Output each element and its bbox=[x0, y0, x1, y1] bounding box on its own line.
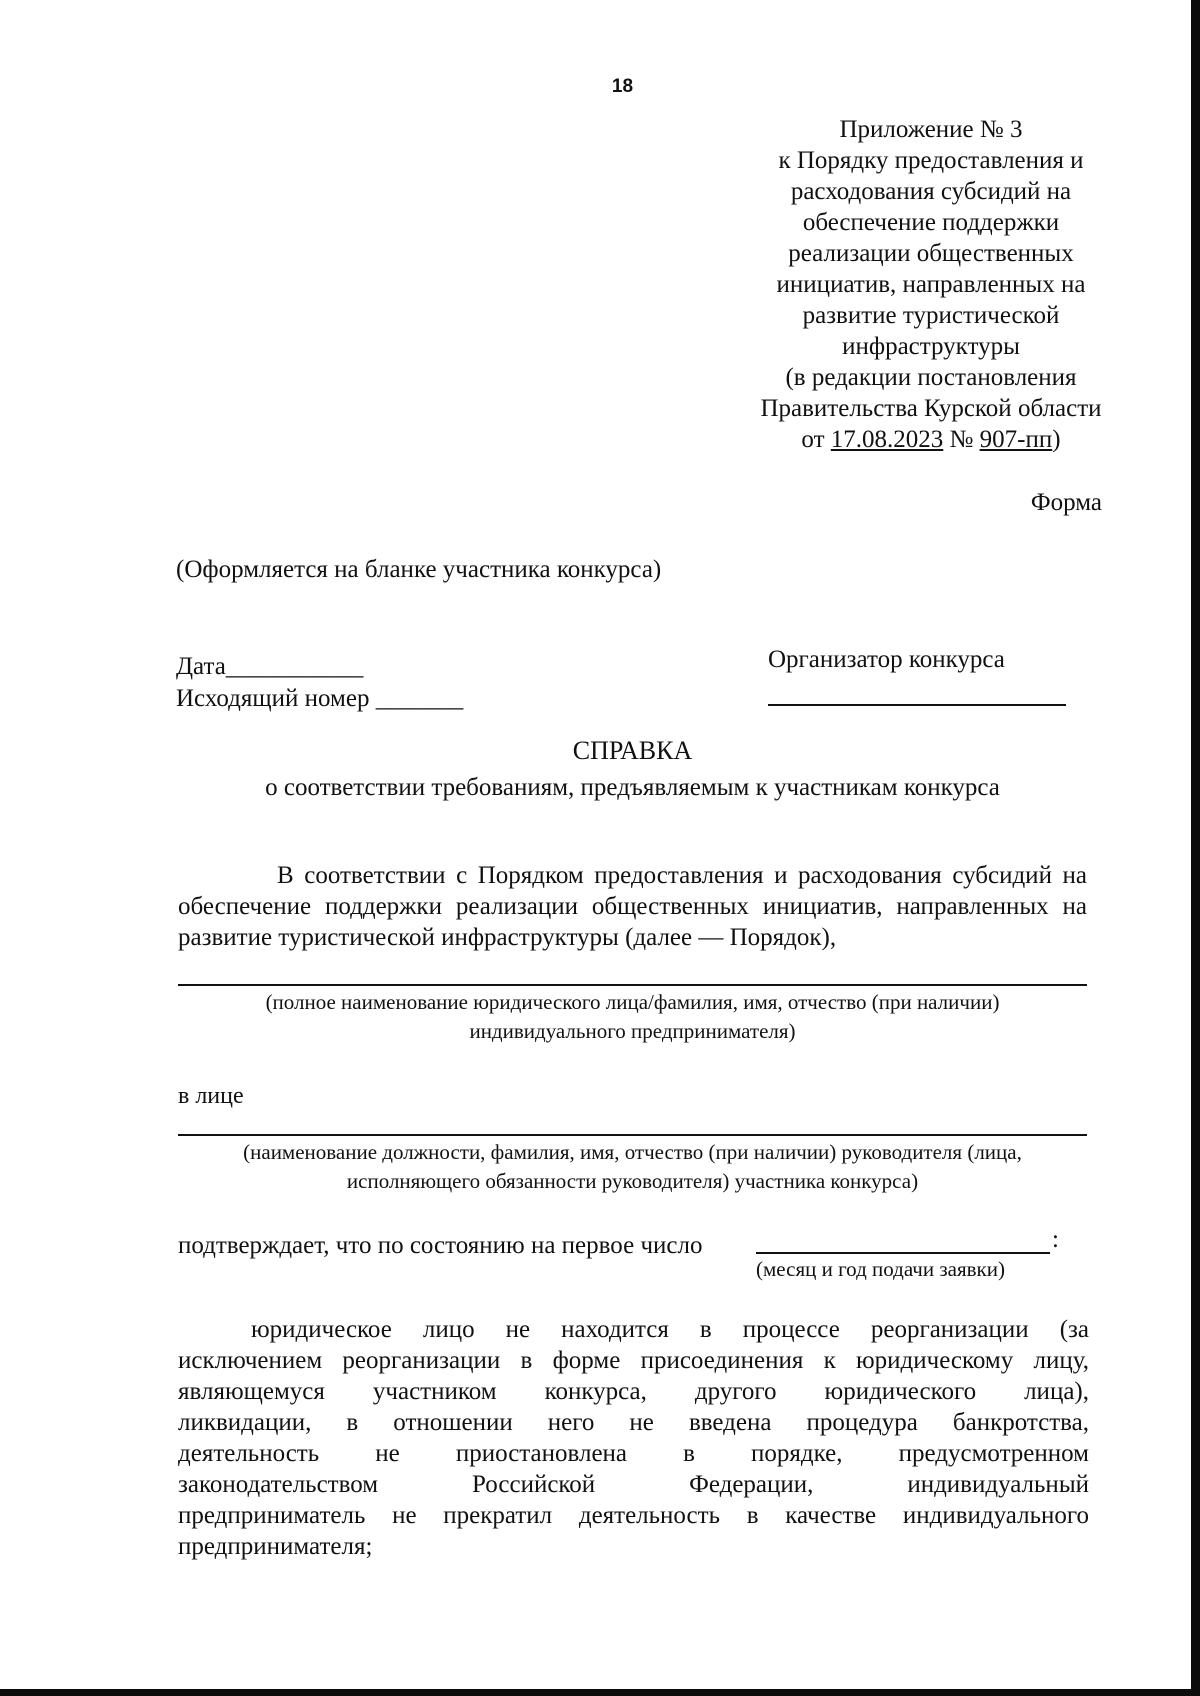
page-number: 18 bbox=[611, 76, 634, 97]
caption-line: индивидуального предпринимателя) bbox=[469, 1019, 796, 1043]
head-name-caption bbox=[178, 1138, 1087, 1196]
entity-name-caption bbox=[178, 988, 1087, 1046]
caption-line: (наименование должности, фамилия, имя, отчество (при наличии) руководителя (лица, bbox=[243, 1140, 1022, 1164]
appendix-line: инфраструктуры bbox=[842, 333, 1020, 360]
document-subtitle: о соответствии требованиям, предъявляемым к участникам конкурса bbox=[265, 774, 1000, 801]
resolution-prefix: от bbox=[801, 426, 831, 453]
month-year-blank-line bbox=[756, 1252, 1050, 1254]
scan-right-edge bbox=[1191, 0, 1200, 1696]
entity-name-blank-line bbox=[178, 984, 1087, 986]
appendix-line: (в редакции постановления bbox=[785, 364, 1077, 391]
organizer-blank-line bbox=[768, 704, 1066, 706]
clause-paragraph bbox=[178, 1314, 1089, 1562]
clause-line: ликвидации, в отношении него не введена процедура банкротства, bbox=[178, 1409, 1089, 1436]
blank-note: (Оформляется на бланке участника конкурса) bbox=[176, 556, 662, 583]
caption-line: (полное наименование юридического лица/фамилия, имя, отчество (при наличии) bbox=[265, 990, 1000, 1014]
appendix-line: к Порядку предоставления и bbox=[778, 147, 1084, 174]
date-field: Дата___________ bbox=[176, 653, 364, 680]
scan-bottom-edge bbox=[0, 1689, 1200, 1696]
appendix-line: Правительства Курской области bbox=[760, 395, 1102, 422]
form-label: Форма bbox=[1030, 489, 1102, 516]
clause-line: предпринимателя; bbox=[178, 1533, 373, 1560]
month-year-caption: (месяц и год подачи заявки) bbox=[756, 1257, 1005, 1281]
in-person-label: в лице bbox=[178, 1083, 244, 1109]
appendix-line: расходования субсидий на bbox=[790, 178, 1072, 205]
appendix-line: обеспечение поддержки bbox=[802, 209, 1060, 236]
appendix-resolution-line bbox=[683, 424, 1179, 455]
confirm-text: подтверждает, что по состоянию на первое число bbox=[178, 1232, 703, 1259]
clause-line: деятельность не приостановлена в порядке, предусмотренном bbox=[178, 1440, 1089, 1467]
clause-line: законодательством Российской Федерации, индивидуальный bbox=[178, 1471, 1089, 1498]
intro-text: В соответствии с Порядком предоставления и расходования субсидий на обеспечение поддержки реализации общественных инициатив, направленных на развитие туристической инфраструктуры (далее — Порядок), bbox=[178, 862, 1087, 951]
resolution-date: 17.08.2023 bbox=[830, 426, 944, 453]
clause-line: юридическое лицо не находится в процессе реорганизации (за bbox=[251, 1316, 1089, 1343]
organizer-label: Организатор конкурса bbox=[768, 646, 1005, 673]
intro-paragraph bbox=[178, 860, 1087, 953]
clause-line: предприниматель не прекратил деятельность в качестве индивидуального bbox=[178, 1502, 1089, 1529]
document-title: СПРАВКА bbox=[572, 736, 693, 765]
appendix-line: инициатив, направленных на bbox=[776, 271, 1086, 298]
caption-line: исполняющего обязанности руководителя) участника конкурса) bbox=[346, 1169, 919, 1193]
appendix-header bbox=[683, 114, 1179, 455]
outgoing-number-field: Исходящий номер _______ bbox=[176, 685, 464, 712]
resolution-number-prefix: № bbox=[943, 426, 980, 453]
appendix-line: развитие туристической bbox=[802, 302, 1060, 329]
clause-line: являющемуся участником конкурса, другого юридического лица), bbox=[178, 1378, 1089, 1405]
confirm-colon: : bbox=[1052, 1226, 1059, 1253]
resolution-number: 907-пп bbox=[979, 426, 1053, 453]
head-name-blank-line bbox=[178, 1134, 1087, 1136]
appendix-line: Приложение № 3 bbox=[839, 116, 1023, 143]
clause-line: исключением реорганизации в форме присоединения к юридическому лицу, bbox=[178, 1347, 1089, 1374]
resolution-suffix: ) bbox=[1052, 426, 1061, 453]
appendix-line: реализации общественных bbox=[788, 240, 1074, 267]
